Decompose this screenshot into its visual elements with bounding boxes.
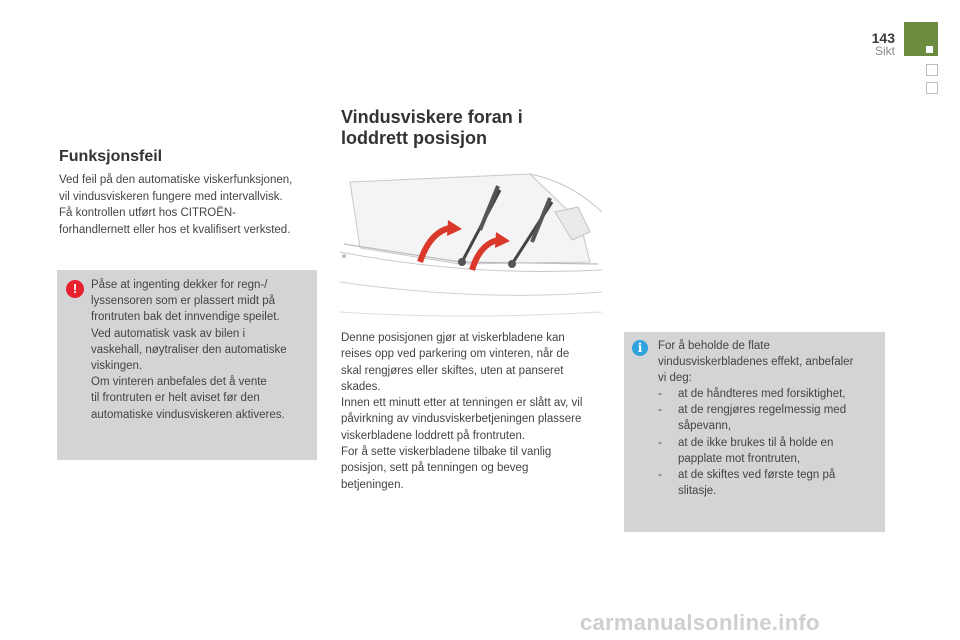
text-line: Om vinteren anbefales det å vente bbox=[91, 376, 267, 389]
text-line: papplate mot frontruten, bbox=[678, 452, 801, 465]
list-item bbox=[658, 386, 880, 402]
text-line: Få kontrollen utført hos CITROËN- bbox=[59, 207, 237, 219]
malfunction-paragraph bbox=[59, 172, 314, 238]
text-line: frontruten bak det innvendige speilet. bbox=[91, 311, 280, 324]
text-line: Innen ett minutt etter at tenningen er slått av, vil bbox=[341, 397, 583, 410]
chapter-tab-marker bbox=[926, 46, 933, 53]
text-line: For å sette viskerbladene tilbake til vanlig bbox=[341, 446, 552, 459]
list-dash: - bbox=[658, 404, 662, 417]
warning-icon: ! bbox=[66, 280, 84, 298]
malfunction-heading: Funksjonsfeil bbox=[59, 148, 163, 165]
page-number: 143 bbox=[871, 30, 895, 46]
text-line: slitasje. bbox=[678, 485, 717, 498]
text-line: betjeningen. bbox=[341, 478, 404, 491]
text-line: lyssensoren som er plassert midt på bbox=[91, 295, 276, 308]
text-line: vindusviskerbladenes effekt, anbefaler bbox=[658, 356, 854, 369]
list-item bbox=[658, 467, 880, 499]
text-line: påvirkning av vindusviskerbetjeningen plassere bbox=[341, 413, 582, 426]
vertical-wipers-heading bbox=[341, 107, 601, 149]
text-line: Denne posisjonen gjør at viskerbladene kan bbox=[341, 332, 565, 344]
text-line: Påse at ingenting dekker for regn-/ bbox=[91, 279, 268, 291]
text-line: Ved automatisk vask av bilen i bbox=[91, 327, 246, 340]
text-line: Ved feil på den automatiske viskerfunksjonen, bbox=[59, 174, 293, 186]
warning-text bbox=[91, 277, 309, 423]
info-list bbox=[658, 386, 880, 499]
list-dash: - bbox=[658, 436, 662, 449]
text-line: skal rengjøres eller skiftes, uten at panseret bbox=[341, 364, 564, 377]
text-line: skades. bbox=[341, 380, 381, 393]
text-line: vi deg: bbox=[658, 372, 692, 385]
info-icon: i bbox=[632, 340, 648, 356]
text-line: at de skiftes ved første tegn på bbox=[678, 469, 836, 482]
text-line: vaskehall, nøytraliser den automatiske bbox=[91, 343, 287, 356]
text-line: posisjon, sett på tenningen og beveg bbox=[341, 462, 529, 475]
text-line: viskingen. bbox=[91, 360, 143, 373]
list-item bbox=[658, 435, 880, 467]
text-line: at de håndteres med forsiktighet, bbox=[678, 388, 846, 400]
list-dash: - bbox=[658, 469, 662, 482]
text-line: at de rengjøres regelmessig med bbox=[678, 404, 847, 417]
text-line: såpevann, bbox=[678, 420, 732, 433]
text-line: til frontruten er helt aviset før den bbox=[91, 392, 260, 405]
text-line: vil vindusviskeren fungere med intervallvisk. bbox=[59, 190, 283, 203]
text-line: For å beholde de flate bbox=[658, 340, 770, 352]
wiper-illustration bbox=[340, 152, 602, 324]
vertical-wipers-body bbox=[341, 330, 605, 493]
heading-line: loddrett posisjon bbox=[341, 128, 487, 148]
text-line: reises opp ved parkering om vinteren, når de bbox=[341, 348, 570, 361]
chapter-box-2 bbox=[926, 82, 938, 94]
list-item bbox=[658, 402, 880, 434]
section-title: Sikt bbox=[874, 44, 895, 58]
text-line: viskerbladene loddrett på frontruten. bbox=[341, 429, 526, 442]
chapter-box-1 bbox=[926, 64, 938, 76]
text-line: automatiske vindusviskeren aktiveres. bbox=[91, 408, 285, 421]
list-dash: - bbox=[658, 388, 662, 400]
watermark: carmanualsonline.info bbox=[580, 610, 820, 635]
text-line: at de ikke brukes til å holde en bbox=[678, 436, 834, 449]
heading-line: Vindusviskere foran i bbox=[341, 107, 523, 127]
text-line: forhandlernett eller hos et kvalifisert verksted. bbox=[59, 223, 291, 236]
info-intro bbox=[658, 338, 878, 387]
